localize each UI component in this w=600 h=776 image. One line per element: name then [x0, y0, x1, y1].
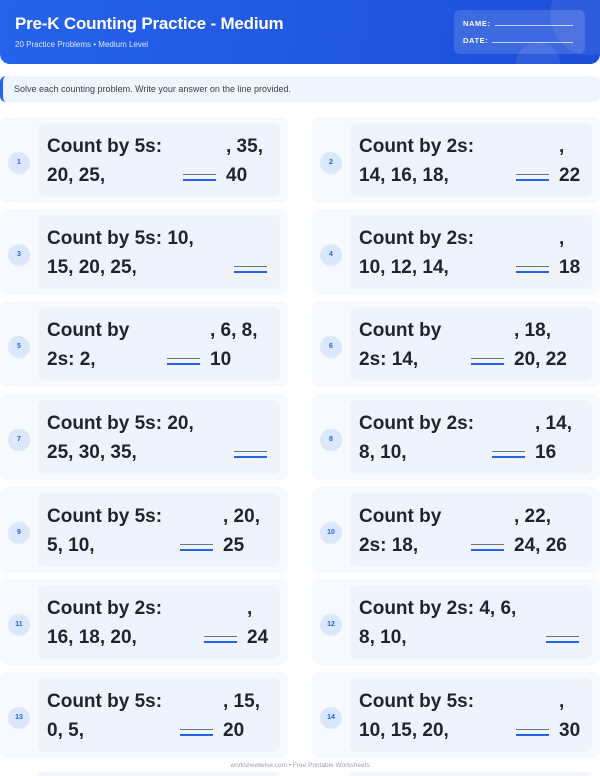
answer-line[interactable]: [167, 358, 200, 365]
problem-text-line1: Count by 5s:: [47, 691, 163, 712]
problem-card: [312, 579, 600, 665]
problem-text-line1: Count by 2s:: [359, 228, 475, 249]
date-label: DATE:: [463, 36, 489, 45]
problem-number-badge: 13: [8, 707, 30, 729]
problem-text-line2: 2s: 14,: [359, 349, 419, 370]
page-title: Pre-K Counting Practice - Medium: [15, 14, 284, 33]
problem-question: [350, 215, 592, 289]
sequence-continuation-1: ,: [559, 691, 565, 712]
answer-line[interactable]: [546, 636, 579, 643]
problem-question: [350, 400, 592, 474]
problem-number-badge: 3: [8, 244, 30, 266]
problem-question: [38, 123, 280, 197]
problem-number-badge: 8: [320, 429, 342, 451]
answer-line[interactable]: [516, 174, 549, 181]
sequence-continuation-1: , 20,: [223, 506, 260, 527]
problem-text-line1: Count by 5s: 20,: [47, 413, 194, 434]
problem-text-line1: Count by 2s:: [47, 598, 163, 619]
problem-question: [38, 215, 280, 289]
problem-text-line1: Count by: [359, 506, 442, 527]
answer-line[interactable]: [471, 544, 504, 551]
problem-text-line1: Count by 2s:: [359, 136, 475, 157]
problem-text-line2: 16, 18, 20,: [47, 627, 137, 648]
problem-question: [38, 585, 280, 659]
problem-card: [312, 117, 600, 203]
answer-line[interactable]: [234, 266, 267, 273]
worksheet-header: [0, 0, 600, 64]
problem-text-line2: 5, 10,: [47, 535, 95, 556]
name-line[interactable]: [495, 25, 573, 26]
sequence-continuation-1: , 14,: [535, 413, 572, 434]
problem-question: [350, 585, 592, 659]
problem-question: [350, 307, 592, 381]
answer-line[interactable]: [180, 544, 213, 551]
problem-card: [0, 394, 288, 480]
sequence-continuation-2: 20, 22: [514, 349, 567, 370]
answer-line[interactable]: [492, 451, 525, 458]
problem-text-line1: Count by 2s: 4, 6,: [359, 598, 517, 619]
sequence-continuation-1: ,: [559, 228, 565, 249]
problem-text-line2: 15, 20, 25,: [47, 257, 137, 278]
name-field[interactable]: [463, 19, 573, 28]
problem-text-line1: Count by 2s:: [359, 413, 475, 434]
sequence-continuation-1: , 35,: [226, 136, 263, 157]
problem-question: [38, 678, 280, 752]
problem-card: [312, 487, 600, 573]
problem-card: [312, 394, 600, 480]
problem-number-badge: 10: [320, 522, 342, 544]
sequence-continuation-2: 18: [559, 257, 581, 278]
page-subtitle: 20 Practice Problems • Medium Level: [15, 40, 149, 49]
problem-question: [350, 123, 592, 197]
problem-card: [312, 209, 600, 295]
date-line[interactable]: [492, 42, 573, 43]
problem-number-badge: 2: [320, 152, 342, 174]
problem-number-badge: 12: [320, 614, 342, 636]
problem-card: [0, 672, 288, 758]
name-date-box: [454, 10, 585, 54]
problem-card: [0, 579, 288, 665]
name-label: NAME:: [463, 19, 491, 28]
problem-text-line2: 20, 25,: [47, 165, 106, 186]
problem-number-badge: 9: [8, 522, 30, 544]
sequence-continuation-2: 10: [210, 349, 232, 370]
problem-card: [0, 487, 288, 573]
problem-number-badge: 7: [8, 429, 30, 451]
problem-text-line2: 14, 16, 18,: [359, 165, 449, 186]
sequence-continuation-2: 22: [559, 165, 581, 186]
date-field[interactable]: [463, 36, 573, 45]
next-card-peek: [350, 772, 592, 776]
answer-line[interactable]: [183, 174, 216, 181]
problem-question: [38, 307, 280, 381]
problem-card: [312, 301, 600, 387]
sequence-continuation-2: 24: [247, 627, 269, 648]
problem-number-badge: 4: [320, 244, 342, 266]
problem-text-line1: Count by 5s:: [47, 506, 163, 527]
sequence-continuation-1: , 18,: [514, 320, 551, 341]
problem-text-line2: 10, 12, 14,: [359, 257, 449, 278]
problem-card: [0, 209, 288, 295]
problem-text-line2: 8, 10,: [359, 442, 407, 463]
answer-line[interactable]: [234, 451, 267, 458]
problem-text-line2: 10, 15, 20,: [359, 720, 449, 741]
sequence-continuation-1: , 22,: [514, 506, 551, 527]
problem-text-line2: 8, 10,: [359, 627, 407, 648]
problem-text-line2: 25, 30, 35,: [47, 442, 137, 463]
answer-line[interactable]: [516, 266, 549, 273]
problem-number-badge: 5: [8, 336, 30, 358]
problem-text-line1: Count by 5s: 10,: [47, 228, 194, 249]
problem-text-line1: Count by: [47, 320, 130, 341]
problem-text-line1: Count by 5s:: [47, 136, 163, 157]
sequence-continuation-2: 40: [226, 165, 248, 186]
problem-question: [350, 678, 592, 752]
sequence-continuation-1: ,: [559, 136, 565, 157]
answer-line[interactable]: [516, 729, 549, 736]
sequence-continuation-1: ,: [247, 598, 253, 619]
sequence-continuation-2: 25: [223, 535, 245, 556]
answer-line[interactable]: [204, 636, 237, 643]
problem-question: [38, 400, 280, 474]
sequence-continuation-2: 16: [535, 442, 557, 463]
sequence-continuation-2: 30: [559, 720, 581, 741]
problem-card: [0, 117, 288, 203]
answer-line[interactable]: [180, 729, 213, 736]
problem-text-line2: 2s: 18,: [359, 535, 419, 556]
sequence-continuation-2: 20: [223, 720, 245, 741]
problem-text-line2: 0, 5,: [47, 720, 84, 741]
answer-line[interactable]: [471, 358, 504, 365]
problem-question: [38, 493, 280, 567]
problem-number-badge: 6: [320, 336, 342, 358]
sequence-continuation-1: , 6, 8,: [210, 320, 258, 341]
problem-card: [0, 301, 288, 387]
footer-text: worksheetwise.com • Free Printable Worksheets: [230, 762, 370, 769]
problem-text-line1: Count by: [359, 320, 442, 341]
problem-text-line1: Count by 5s:: [359, 691, 475, 712]
problem-question: [350, 493, 592, 567]
instructions-banner: Solve each counting problem. Write your answer on the line provided.: [0, 76, 600, 102]
problem-card: [312, 672, 600, 758]
problem-number-badge: 14: [320, 707, 342, 729]
problem-number-badge: 1: [8, 152, 30, 174]
sequence-continuation-2: 24, 26: [514, 535, 567, 556]
sequence-continuation-1: , 15,: [223, 691, 260, 712]
next-card-peek: [38, 772, 280, 776]
problem-text-line2: 2s: 2,: [47, 349, 96, 370]
problem-number-badge: 11: [8, 614, 30, 636]
